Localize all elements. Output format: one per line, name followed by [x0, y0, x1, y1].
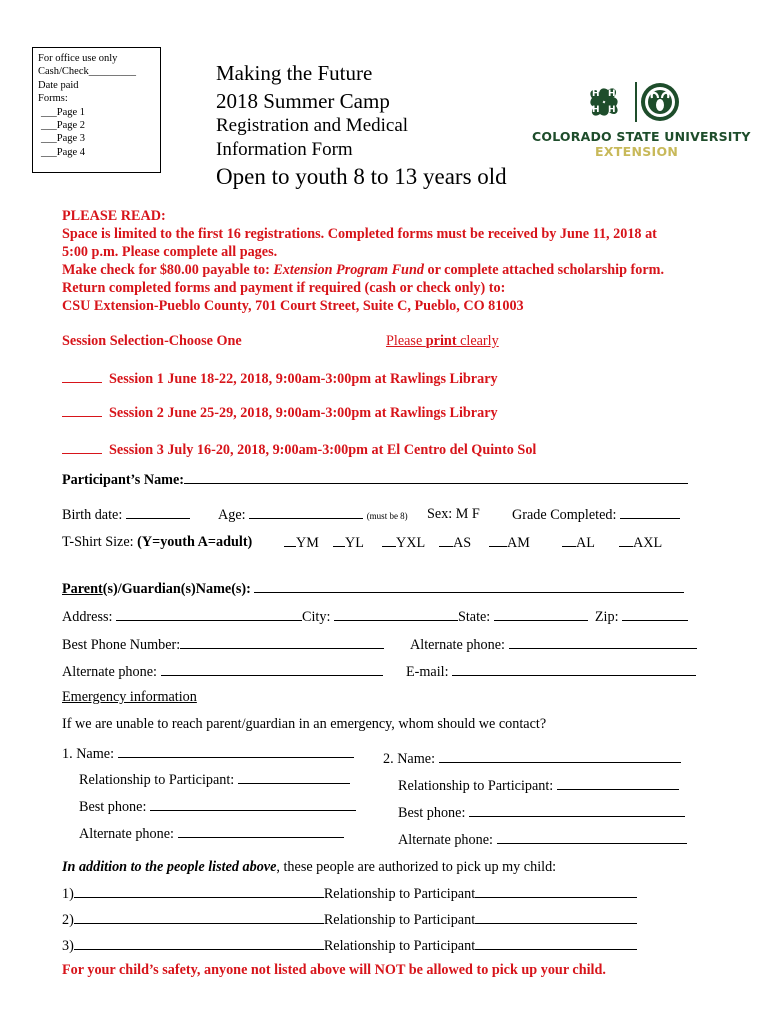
pickup-row-1-number: 1) [62, 886, 74, 902]
city-label: City: [302, 609, 334, 625]
emergency-heading: Emergency information [62, 689, 197, 705]
participant-name-field[interactable] [184, 471, 688, 484]
header-title-4: Information Form [216, 139, 353, 160]
please-read-notice [62, 207, 664, 315]
emergency-question: If we are unable to reach parent/guardian in an emergency, whom should we contact? [62, 716, 547, 732]
state-field[interactable] [494, 608, 588, 621]
zip-label: Zip: [594, 609, 623, 625]
sex-options[interactable]: Sex: M F [427, 506, 480, 522]
emergency-alt-1-label: Alternate phone: [79, 826, 178, 842]
notice-line-4: Return completed forms and payment if required (cash or check only) to: [62, 280, 506, 296]
birth-date-label: Birth date: [62, 507, 126, 523]
parent-label-b: (s)/Guardian(s)Name(s): [102, 581, 255, 597]
pickup-name-2-field[interactable] [74, 911, 324, 924]
svg-text:H: H [592, 105, 600, 115]
office-page-3: ___Page 3 [41, 133, 86, 145]
office-title: For office use only [38, 53, 118, 64]
grade-row [512, 506, 680, 524]
emergency-rel-1-field[interactable] [238, 771, 350, 784]
csu-name: COLORADO STATE UNIVERSITY [532, 129, 751, 144]
emergency-name-2-field[interactable] [439, 750, 681, 763]
pickup-rel-2-label: Relationship to Participant [323, 912, 476, 928]
alt-phone-field[interactable] [509, 636, 697, 649]
notice-line-1: Space is limited to the first 16 registrations. Completed forms must be received by June 11, 2018 at [62, 226, 657, 242]
emergency-name-1-row [62, 745, 354, 763]
email-field[interactable] [452, 663, 696, 676]
zip-field[interactable] [622, 608, 688, 621]
emergency-rel-2-label: Relationship to Participant: [398, 778, 557, 794]
age-row [218, 506, 408, 524]
tshirt-key: (Y=youth A=adult) [137, 534, 253, 550]
office-cash-check: Cash/Check_________ [38, 66, 136, 78]
size-am[interactable]: AM [489, 534, 530, 552]
emergency-alt-1-row [79, 825, 344, 843]
participant-name-label: Participant’s Name: [62, 472, 185, 488]
emergency-rel-2-field[interactable] [557, 777, 679, 790]
emergency-best-2-label: Best phone: [398, 805, 469, 821]
alt-phone-row [410, 636, 697, 654]
grade-field[interactable] [620, 506, 680, 519]
office-page-4: ___Page 4 [41, 146, 86, 158]
email-label: E-mail: [406, 664, 453, 680]
notice-line-2: 5:00 p.m. Please complete all pages. [62, 244, 278, 260]
emergency-rel-1-row [79, 771, 350, 789]
emergency-alt-2-label: Alternate phone: [398, 832, 497, 848]
emergency-alt-2-field[interactable] [497, 831, 687, 844]
please-read-heading: PLEASE READ: [62, 208, 166, 224]
emergency-best-1-row [79, 798, 356, 816]
grade-label: Grade Completed: [512, 507, 620, 523]
office-use-box [32, 47, 161, 173]
pickup-row-3-number: 3) [62, 938, 74, 954]
size-yl[interactable]: YL [333, 534, 364, 552]
notice-line-3-a: Make check for $80.00 payable to: [62, 262, 274, 278]
print-note-c: clearly [456, 333, 499, 349]
emergency-best-2-row [398, 804, 685, 822]
age-requirement: (must be 8) [366, 511, 408, 521]
best-phone-label: Best Phone Number: [62, 637, 181, 653]
state-label: State: [457, 609, 494, 625]
emergency-alt-2-row [398, 831, 687, 849]
best-phone-row [62, 636, 384, 654]
size-yxl[interactable]: YXL [382, 534, 425, 552]
session-option-3[interactable] [62, 441, 536, 459]
emergency-name-1-label: 1. Name: [62, 746, 118, 762]
alt-phone-2-field[interactable] [161, 663, 383, 676]
emergency-best-2-field[interactable] [469, 804, 685, 817]
parent-name-row [62, 580, 684, 598]
extension-label: EXTENSION [595, 144, 679, 159]
session-2-blank[interactable] [62, 404, 102, 417]
age-label: Age: [218, 507, 250, 523]
session-3-blank[interactable] [62, 441, 102, 454]
alt-phone-2-label: Alternate phone: [62, 664, 161, 680]
pickup-row-1 [62, 885, 637, 903]
emergency-best-1-field[interactable] [150, 798, 356, 811]
session-3-label: Session 3 July 16-20, 2018, 9:00am-3:00pm at El Centro del Quinto Sol [109, 442, 537, 458]
emergency-rel-1-label: Relationship to Participant: [79, 772, 238, 788]
address-label: Address: [62, 609, 116, 625]
emergency-name-2-row [383, 750, 681, 768]
address-row [62, 608, 688, 626]
header-title-3: Registration and Medical [216, 115, 409, 136]
alt-phone-2-row [62, 663, 383, 681]
office-page-2: ___Page 2 [41, 120, 86, 132]
notice-line-5: CSU Extension-Pueblo County, 701 Court Street, Suite C, Pueblo, CO 81003 [62, 298, 524, 314]
emergency-alt-1-field[interactable] [178, 825, 344, 838]
email-row [406, 663, 696, 681]
header-open-to: Open to youth 8 to 13 years old [216, 164, 507, 189]
office-date-paid: Date paid [38, 79, 79, 91]
pickup-rel-3-label: Relationship to Participant [323, 938, 476, 954]
parent-label-a: Parent [62, 581, 103, 597]
svg-text:H: H [608, 105, 616, 115]
notice-line-3-c: or complete attached scholarship form. [423, 262, 665, 278]
pickup-rel-2-field[interactable] [475, 911, 637, 924]
session-heading: Session Selection-Choose One [62, 333, 242, 349]
session-2-label: Session 2 June 25-29, 2018, 9:00am-3:00pm at Rawlings Library [109, 405, 498, 421]
pickup-rel-3-field[interactable] [475, 937, 637, 950]
birth-date-row [62, 506, 190, 524]
size-axl[interactable]: AXL [619, 534, 662, 552]
print-note-a: Please [386, 333, 426, 349]
pickup-row-3 [62, 937, 637, 955]
size-al[interactable]: AL [562, 534, 595, 552]
pickup-rel-1-field[interactable] [475, 885, 637, 898]
session-option-2[interactable] [62, 404, 498, 422]
pickup-warning: For your child’s safety, anyone not listed above will NOT be allowed to pick up your child. [62, 962, 606, 978]
svg-text:H: H [608, 89, 616, 99]
tshirt-row [62, 534, 252, 551]
pickup-intro [62, 859, 556, 876]
pickup-intro-emphasis: In addition to the people listed above [62, 859, 277, 875]
address-field[interactable] [116, 608, 302, 621]
svg-text:H: H [592, 89, 600, 99]
parent-name-field[interactable] [254, 580, 684, 593]
print-note-b: print [425, 333, 457, 349]
best-phone-field[interactable] [180, 636, 384, 649]
session-1-label: Session 1 June 18-22, 2018, 9:00am-3:00pm at Rawlings Library [109, 371, 498, 387]
city-field[interactable] [334, 608, 458, 621]
pickup-intro-rest: , these people are authorized to pick up my child: [276, 859, 557, 875]
pickup-name-3-field[interactable] [74, 937, 324, 950]
age-field[interactable] [249, 506, 363, 519]
session-1-blank[interactable] [62, 370, 102, 383]
tshirt-label: T-Shirt Size: [62, 534, 138, 550]
birth-date-field[interactable] [126, 506, 190, 519]
size-ym[interactable]: YM [284, 534, 319, 552]
notice-line-3 [62, 261, 664, 279]
emergency-name-1-field[interactable] [118, 745, 354, 758]
header-title-2: 2018 Summer Camp [216, 89, 390, 113]
session-option-1[interactable] [62, 370, 498, 388]
pickup-row-2 [62, 911, 637, 929]
emergency-rel-2-row [398, 777, 679, 795]
pickup-name-1-field[interactable] [74, 885, 324, 898]
pickup-row-2-number: 2) [62, 912, 74, 928]
office-page-1: ___Page 1 [41, 106, 86, 118]
header-title-1: Making the Future [216, 61, 373, 85]
print-clearly-note [386, 333, 499, 350]
payee-name: Extension Program Fund [273, 262, 424, 278]
office-forms: Forms: [38, 93, 68, 105]
emergency-best-1-label: Best phone: [79, 799, 150, 815]
alt-phone-label: Alternate phone: [410, 637, 509, 653]
participant-name-row [62, 471, 688, 489]
csu-4h-logo [532, 80, 751, 165]
emergency-name-2-label: 2. Name: [383, 751, 439, 767]
pickup-rel-1-label: Relationship to Participant [323, 886, 476, 902]
size-as[interactable]: AS [439, 534, 471, 552]
